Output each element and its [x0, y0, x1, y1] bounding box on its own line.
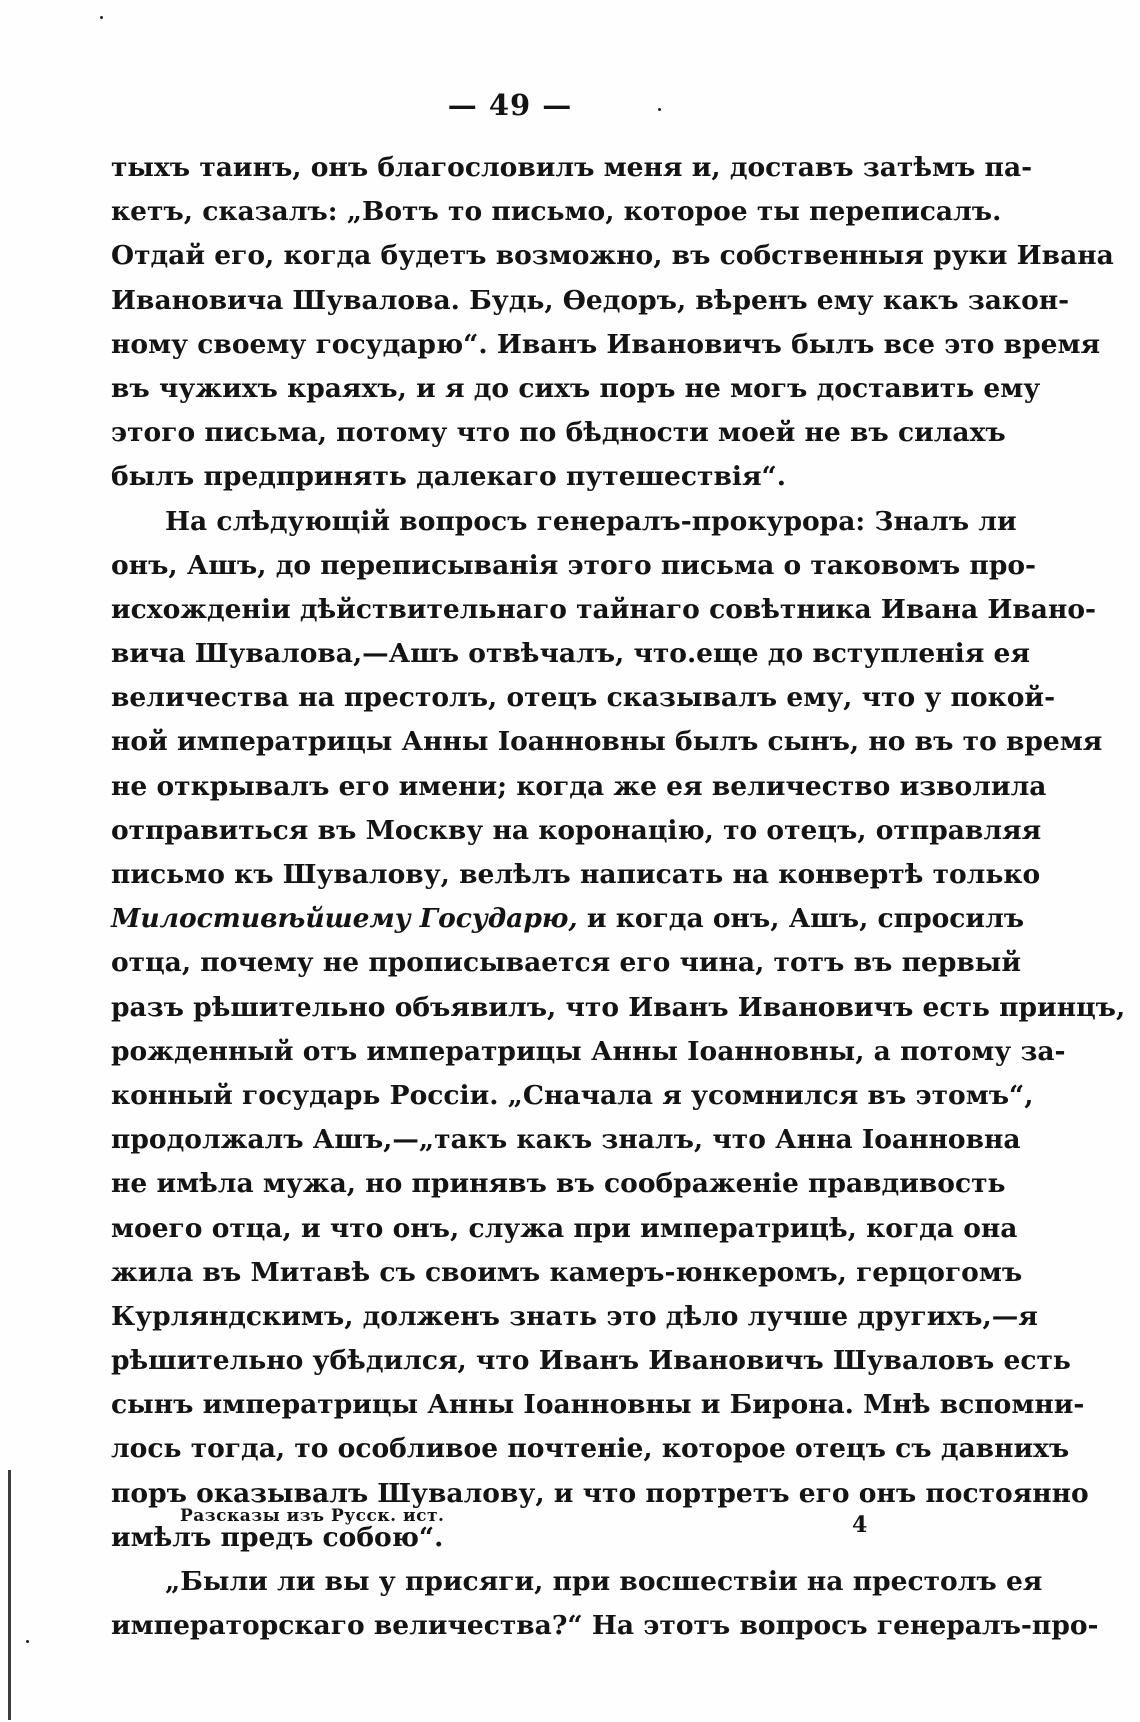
text-line: Курляндскимъ, долженъ знать это дѣло лучше другихъ,—я [111, 1300, 1038, 1332]
text-line: моего отца, и что онъ, служа при императрицѣ, когда она [111, 1212, 1018, 1244]
text-line: вича Шувалова,—Ашъ отвѣчалъ, что.еще до вступленія ея [111, 638, 1030, 670]
text-line: „Были ли вы у присяги, при восшествіи на престолъ ея [165, 1566, 1043, 1597]
text-line: жила въ Митавѣ съ своимъ камеръ-юнкеромъ, герцогомъ [111, 1256, 1023, 1288]
page-footer [180, 1506, 880, 1536]
text-line: отправиться въ Москву на коронацію, то отецъ, отправляя [111, 814, 1042, 846]
text-line: сынъ императрицы Анны Іоанновны и Бирона. Мнѣ вспомни- [111, 1389, 1085, 1421]
footer-source-title: Разсказы изъ Русск. ист. [180, 1506, 445, 1526]
text-line: лось тогда, то особливое почтеніе, которое отецъ съ давнихъ [111, 1433, 1070, 1465]
text-line: въ чужихъ краяхъ, и я до сихъ поръ не могъ доставить ему [111, 372, 1041, 404]
text-line: былъ предпринять далекаго путешествія“. [111, 461, 786, 493]
text-line: не имѣла мужа, но принявъ въ соображеніе правдивость [111, 1168, 1006, 1200]
signature-mark: 4 [852, 1512, 868, 1538]
text-line: На слѣдующій вопросъ генералъ-прокурора: Зналъ ли [165, 505, 1017, 537]
scan-speck [100, 16, 103, 19]
text-line: Отдай его, когда будетъ возможно, въ собственныя руки Ивана [111, 240, 1114, 272]
body-text [111, 146, 1126, 1648]
text-line: величества на престолъ, отецъ сказывалъ ему, что у покой- [111, 682, 1056, 714]
text-line: императорскаго величества?“ На этотъ вопросъ генералъ-про- [111, 1610, 1099, 1642]
text-line: разъ рѣшительно объявилъ, что Иванъ Ивановичъ есть принцъ, [111, 991, 1126, 1023]
scan-speck [658, 108, 661, 111]
scan-speck [26, 1640, 29, 1643]
page-number: — 49 — [447, 88, 573, 122]
text-line: отца, почему не прописывается его чина, тотъ въ первый [111, 947, 1021, 979]
text-line: поръ оказывалъ Шувалову, и что портретъ его онъ постоянно [111, 1477, 1089, 1509]
text-line: не открывалъ его имени; когда же ея величество изволила [111, 770, 1047, 802]
text-line: письмо къ Шувалову, велѣлъ написать на конвертѣ только [111, 859, 1041, 890]
text-line: рѣшительно убѣдился, что Иванъ Ивановичъ Шуваловъ есть [111, 1345, 1071, 1377]
text-line: онъ, Ашъ, до переписыванія этого письма о таковомъ про- [111, 549, 1037, 581]
text-line: рожденный отъ императрицы Анны Іоанновны, а потому за- [111, 1035, 1066, 1067]
text-line: Ивановича Шувалова. Будь, Өедоръ, вѣренъ ему какъ закон- [111, 284, 1070, 316]
text-line: тыхъ таинъ, онъ благословилъ меня и, доставъ затѣмъ па- [111, 152, 1033, 183]
text-line-with-italic [111, 897, 1025, 941]
text-line: кетъ, сказалъ: „Вотъ то письмо, которое ты переписалъ. [111, 196, 1002, 228]
text-line-rest: и когда онъ, Ашъ, спросилъ [586, 903, 1025, 935]
binding-edge [8, 1470, 14, 1720]
italic-address: Милостивѣйшему Государю, [111, 903, 578, 935]
text-line: ной императрицы Анны Іоанновны былъ сынъ, но въ то время [111, 726, 1103, 758]
text-line: имѣлъ предъ собою“. [111, 1521, 444, 1553]
text-line: ному своему государю“. Иванъ Ивановичъ былъ все это время [111, 328, 1101, 360]
text-line: продолжалъ Ашъ,—„такъ какъ зналъ, что Анна Іоанновна [111, 1124, 1021, 1156]
text-line: конный государь Россіи. „Сначала я усомнился въ этомъ“, [111, 1079, 1034, 1111]
text-line: исхожденіи дѣйствительнаго тайнаго совѣтника Ивана Ивано- [111, 593, 1097, 625]
text-line: этого письма, потому что по бѣдности моей не въ силахъ [111, 417, 1006, 449]
